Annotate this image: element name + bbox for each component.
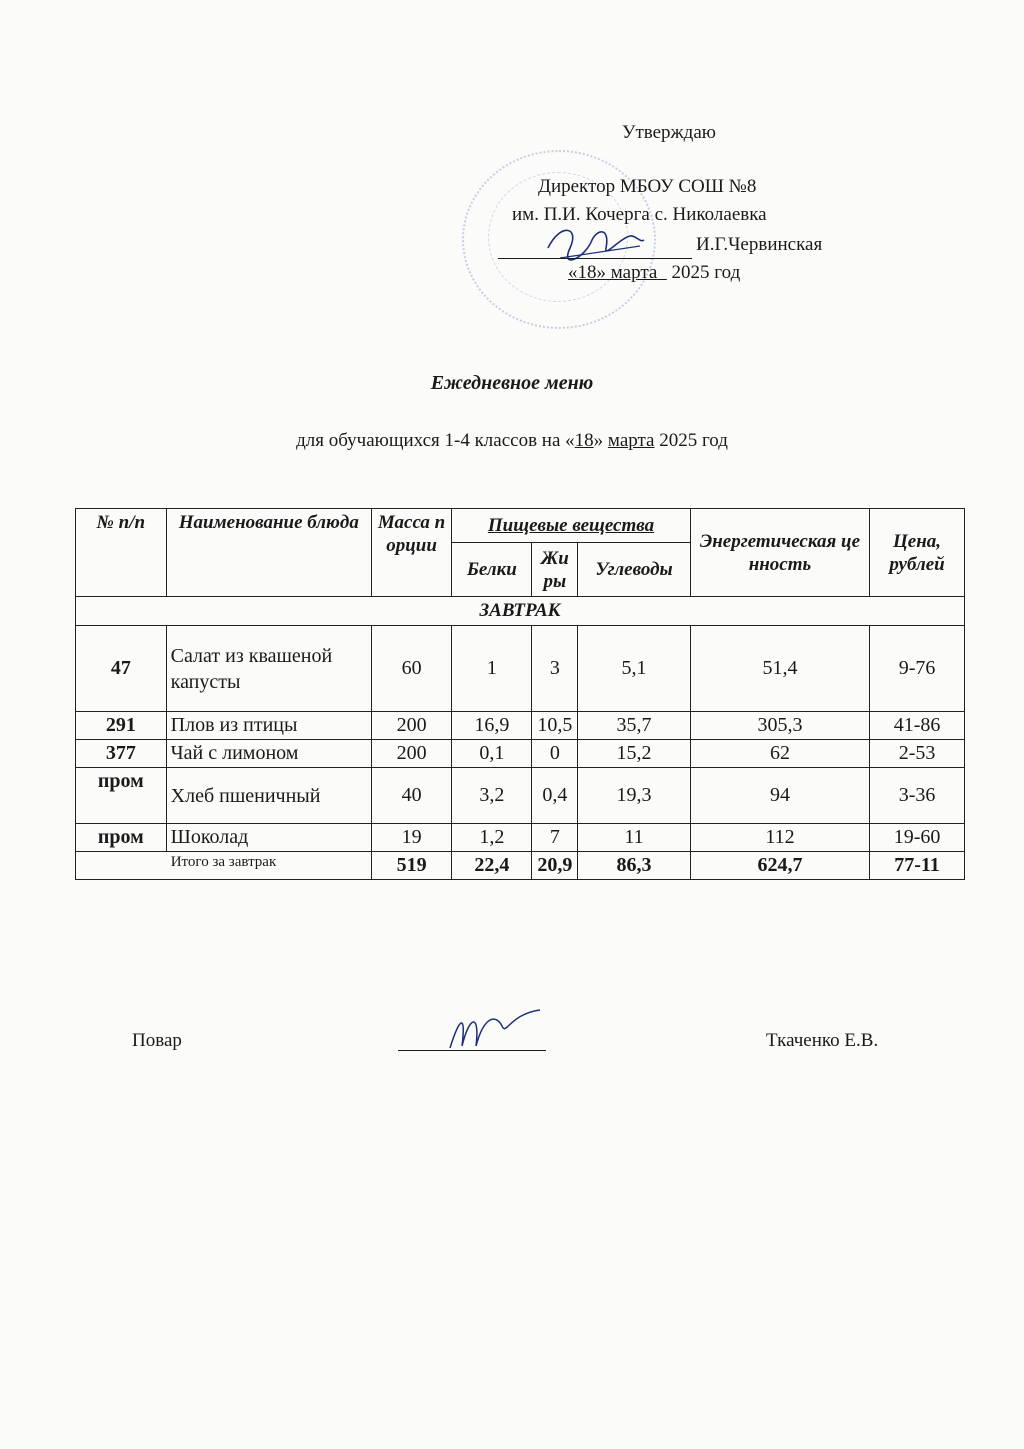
cook-signature-line [398, 1050, 546, 1051]
total-row [76, 852, 965, 880]
table-row [76, 824, 965, 852]
header-nutrients: Пищевые вещества [452, 509, 691, 543]
approval-date-day-month: «18» марта [568, 262, 658, 283]
row-price: 3-36 [870, 768, 965, 824]
row-name: Шоколад [166, 824, 371, 852]
row-energy: 51,4 [690, 626, 869, 712]
row-price: 19-60 [870, 824, 965, 852]
row-price: 9-76 [870, 626, 965, 712]
row-num: пром [76, 768, 167, 824]
table-header-row [76, 509, 965, 543]
row-protein: 1 [452, 626, 532, 712]
total-energy: 624,7 [690, 852, 869, 880]
row-energy: 305,3 [690, 712, 869, 740]
row-fat: 10,5 [532, 712, 578, 740]
header-carbs: Углеводы [578, 543, 691, 597]
row-carbs: 35,7 [578, 712, 691, 740]
row-fat: 3 [532, 626, 578, 712]
total-protein: 22,4 [452, 852, 532, 880]
row-carbs: 5,1 [578, 626, 691, 712]
section-row [76, 597, 965, 626]
row-fat: 0,4 [532, 768, 578, 824]
subtitle-suffix: 2025 год [654, 430, 728, 451]
row-protein: 3,2 [452, 768, 532, 824]
row-price: 41-86 [870, 712, 965, 740]
total-carbs: 86,3 [578, 852, 691, 880]
row-mass: 200 [371, 712, 451, 740]
approval-year: 2025 год [671, 262, 741, 283]
row-name: Хлеб пшеничный [166, 768, 371, 824]
row-name: Чай с лимоном [166, 740, 371, 768]
row-energy: 62 [690, 740, 869, 768]
row-num: 377 [76, 740, 167, 768]
table-row [76, 712, 965, 740]
row-energy: 112 [690, 824, 869, 852]
subtitle-day: 18 [574, 430, 594, 451]
row-carbs: 11 [578, 824, 691, 852]
row-mass: 40 [371, 768, 451, 824]
table-row [76, 626, 965, 712]
approve-word: Утверждаю [622, 122, 716, 143]
section-title: ЗАВТРАК [76, 597, 965, 626]
table-row [76, 768, 965, 824]
row-name: Плов из птицы [166, 712, 371, 740]
page-subtitle [0, 430, 1024, 452]
row-carbs: 19,3 [578, 768, 691, 824]
row-num: пром [76, 824, 167, 852]
row-protein: 1,2 [452, 824, 532, 852]
total-price: 77-11 [870, 852, 965, 880]
menu-table [75, 508, 965, 880]
cook-signature [440, 1006, 550, 1056]
header-num: № п/п [76, 509, 167, 597]
table-row [76, 740, 965, 768]
row-name: Салат из квашеной капусты [166, 626, 371, 712]
cook-role: Повар [132, 1030, 182, 1051]
row-protein: 16,9 [452, 712, 532, 740]
subtitle-prefix: для обучающихся 1-4 классов на « [296, 430, 575, 451]
row-fat: 0 [532, 740, 578, 768]
row-num: 47 [76, 626, 167, 712]
page-title: Ежедневное меню [430, 372, 594, 394]
director-position: Директор МБОУ СОШ №8 [538, 176, 757, 197]
row-num: 291 [76, 712, 167, 740]
total-mass: 519 [371, 852, 451, 880]
header-name: Наименование блюда [166, 509, 371, 597]
approval-date [568, 262, 740, 284]
director-signature-line [498, 258, 692, 259]
total-label: Итого за завтрак [76, 852, 372, 880]
row-carbs: 15,2 [578, 740, 691, 768]
header-fat: Жиры [532, 543, 578, 597]
row-mass: 200 [371, 740, 451, 768]
row-mass: 19 [371, 824, 451, 852]
row-mass: 60 [371, 626, 451, 712]
header-protein: Белки [452, 543, 532, 597]
total-fat: 20,9 [532, 852, 578, 880]
subtitle-month: марта [607, 430, 655, 451]
row-energy: 94 [690, 768, 869, 824]
row-protein: 0,1 [452, 740, 532, 768]
header-mass: Масса порции [371, 509, 451, 597]
school-name: им. П.И. Кочерга с. Николаевка [512, 204, 767, 225]
row-fat: 7 [532, 824, 578, 852]
director-name: И.Г.Червинская [696, 234, 823, 255]
cook-name: Ткаченко Е.В. [766, 1030, 879, 1051]
subtitle-mid: » [593, 430, 608, 451]
header-energy: Энергетическая ценность [690, 509, 869, 597]
header-price: Цена, рублей [870, 509, 965, 597]
row-price: 2-53 [870, 740, 965, 768]
